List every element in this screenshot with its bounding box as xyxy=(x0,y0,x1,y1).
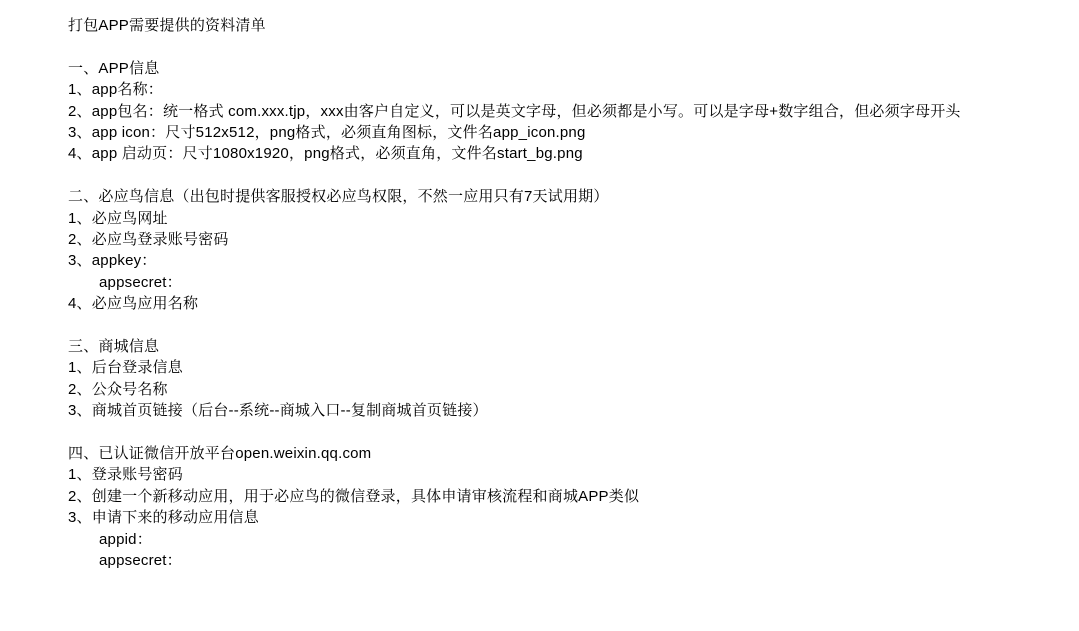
text-line: 2、app包名：统一格式 com.xxx.tjp，xxx由客户自定义，可以是英文字母，但必须都是小写。可以是字母+数字组合，但必须字母开头 xyxy=(68,102,961,120)
text-line: appsecret： xyxy=(99,552,182,570)
text-line: 1、后台登录信息 xyxy=(68,359,183,377)
text-line: 2、创建一个新移动应用，用于必应鸟的微信登录，具体申请审核流程和商城APP类似 xyxy=(68,487,640,505)
text-line: 二、必应鸟信息（出包时提供客服授权必应鸟权限，不然一应用只有7天试用期） xyxy=(68,188,609,206)
text-line: 3、app icon：尺寸512x512，png格式，必须直角图标，文件名app_icon.png xyxy=(68,124,586,142)
text-line: 3、商城首页链接（后台--系统--商城入口--复制商城首页链接） xyxy=(68,402,488,420)
text-line: 三、商城信息 xyxy=(68,338,160,356)
text-line: 1、登录账号密码 xyxy=(68,466,183,484)
blank-line xyxy=(68,36,1069,57)
text-line: 4、app 启动页：尺寸1080x1920，png格式，必须直角，文件名start_bg.png xyxy=(68,145,583,163)
blank-line xyxy=(68,422,1069,443)
document-lines xyxy=(68,15,1069,572)
text-line: 1、app名称： xyxy=(68,81,163,99)
text-line: 一、APP信息 xyxy=(68,59,160,77)
document-title: 打包APP需要提供的资料清单 xyxy=(68,17,266,34)
blank-line xyxy=(68,165,1069,186)
blank-line xyxy=(68,315,1069,336)
text-line: 3、申请下来的移动应用信息 xyxy=(68,509,259,527)
text-line: 3、appkey： xyxy=(68,252,157,270)
text-line: 四、已认证微信开放平台open.weixin.qq.com xyxy=(68,445,372,463)
text-line: 2、必应鸟登录账号密码 xyxy=(68,231,229,249)
text-line: appsecret： xyxy=(99,273,182,291)
text-line: appid： xyxy=(99,530,152,548)
text-line: 1、必应鸟网址 xyxy=(68,209,168,227)
text-line: 2、公众号名称 xyxy=(68,380,168,398)
text-line: 4、必应鸟应用名称 xyxy=(68,295,199,313)
